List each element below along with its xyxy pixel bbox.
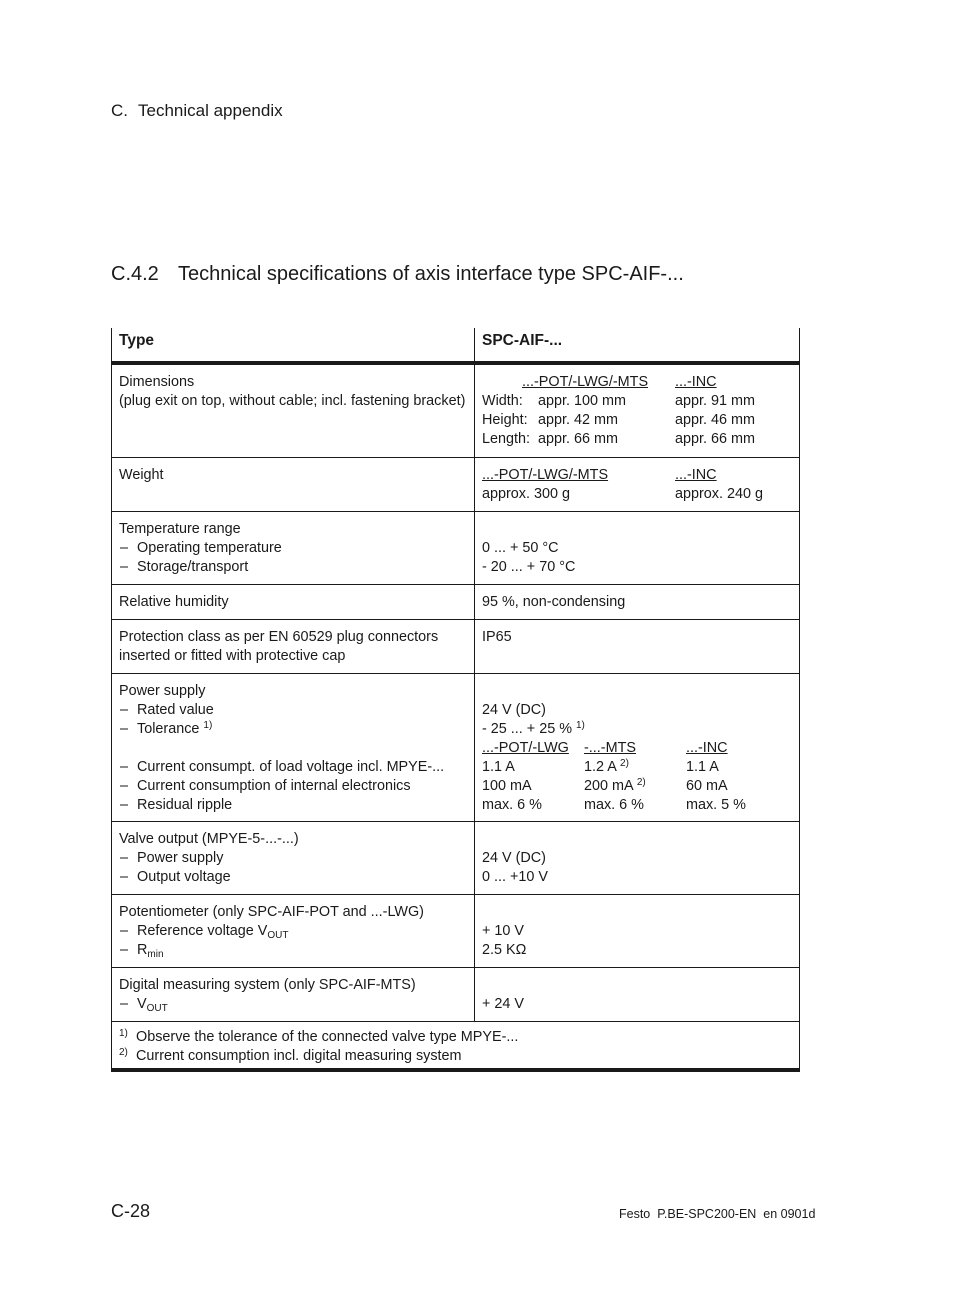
- power-label: Power supply: [119, 682, 206, 699]
- digital-label: Digital measuring system (only SPC-AIF-MTS): [119, 976, 416, 993]
- row-dimensions: [112, 363, 800, 457]
- rated-value: 24 V (DC): [482, 701, 546, 718]
- load-current-value: 1.2 A: [584, 758, 617, 775]
- dash: –: [120, 777, 129, 794]
- footnote: [119, 1028, 792, 1047]
- dash: –: [120, 849, 129, 866]
- weight-value-cell: [475, 457, 800, 511]
- temperature-value-cell: [475, 511, 800, 584]
- dimension-value: appr. 100 mm: [538, 393, 626, 409]
- valve-output-voltage-value: 0 ... +10 V: [482, 868, 549, 885]
- dash: –: [120, 758, 129, 775]
- list-item: [119, 701, 467, 720]
- dimensions-note: (plug exit on top, without cable; incl. fastening bracket): [119, 393, 466, 409]
- vout-label: V: [137, 995, 147, 1012]
- internal-current-value: 100 mA: [482, 777, 532, 794]
- header-model: SPC-AIF-...: [475, 328, 800, 363]
- dimensions-col1-header: ...-POT/-LWG/-MTS: [522, 374, 649, 390]
- footnote-mark: 2): [119, 1046, 128, 1058]
- valve-value-cell: [475, 821, 800, 894]
- chapter-number: C.: [111, 101, 128, 120]
- weight-col2-header: ...-INC: [675, 466, 717, 483]
- dimensions-col2-header: ...-INC: [675, 374, 717, 390]
- ripple-label: Residual ripple: [137, 796, 233, 813]
- row-weight: [112, 457, 800, 511]
- dimension-value: appr. 66 mm: [675, 431, 755, 447]
- dash: –: [120, 701, 129, 718]
- protection-label: Protection class as per EN 60529 plug connectors inserted or fitted with protective cap: [112, 619, 475, 673]
- tolerance-label: Tolerance: [137, 720, 200, 737]
- list-item: [119, 995, 467, 1014]
- footnote-ref: 2): [636, 776, 646, 788]
- row-valve-output: [112, 821, 800, 894]
- list-item: [119, 758, 467, 777]
- dash: –: [120, 922, 129, 939]
- list-item: [119, 720, 467, 739]
- footnote: [119, 1047, 792, 1066]
- rated-value-label: Rated value: [137, 701, 214, 718]
- dash: –: [120, 941, 129, 958]
- row-footnotes: [112, 1021, 800, 1070]
- dimension-value: appr. 91 mm: [675, 393, 755, 409]
- weight-col1-header: ...-POT/-LWG/-MTS: [482, 466, 609, 483]
- list-item: [119, 941, 467, 960]
- protection-value: IP65: [475, 619, 800, 673]
- spec-table: [111, 328, 800, 1072]
- section-number: C.4.2: [111, 263, 159, 285]
- internal-current-value: 60 mA: [686, 777, 728, 794]
- table-header-row: [112, 328, 800, 363]
- storage-temperature-label: Storage/transport: [137, 558, 249, 575]
- power-col3-header: ...-INC: [686, 739, 728, 756]
- humidity-label: Relative humidity: [112, 584, 475, 619]
- dash: –: [120, 796, 129, 813]
- row-protection: [112, 619, 800, 673]
- weight-label: Weight: [112, 457, 475, 511]
- dimensions-label-cell: [112, 363, 475, 457]
- dimensions-value-cell: [475, 363, 800, 457]
- header-type: Type: [112, 328, 475, 363]
- chapter-title: Technical appendix: [138, 101, 283, 120]
- dimension-name: Length:: [482, 431, 531, 447]
- temperature-label-cell: [112, 511, 475, 584]
- list-item: [119, 777, 467, 796]
- reference-voltage-label: Reference voltage V: [137, 922, 268, 939]
- footnote-text: Observe the tolerance of the connected valve type MPYE-...: [136, 1028, 519, 1045]
- ripple-value: max. 6 %: [584, 796, 644, 813]
- valve-label: Valve output (MPYE-5-...-...): [119, 830, 299, 847]
- power-col1-header: ...-POT/-LWG: [482, 739, 569, 756]
- potentiometer-value-cell: [475, 894, 800, 967]
- row-digital-measuring: [112, 967, 800, 1021]
- subscript: OUT: [267, 929, 289, 941]
- internal-current-value-cell: [584, 777, 686, 796]
- row-temperature: [112, 511, 800, 584]
- dimension-value: appr. 46 mm: [675, 412, 755, 428]
- dimension-name: Width:: [482, 393, 523, 409]
- section-title: Technical specifications of axis interface type SPC-AIF-...: [178, 263, 684, 285]
- potentiometer-label-cell: [112, 894, 475, 967]
- section-heading: [111, 263, 684, 286]
- load-current-value: 1.1 A: [686, 758, 719, 775]
- ripple-value: max. 5 %: [686, 796, 746, 813]
- internal-current-label: Current consumption of internal electronics: [137, 777, 411, 794]
- potentiometer-label: Potentiometer (only SPC-AIF-POT and ...-LWG): [119, 903, 424, 920]
- dash: –: [120, 995, 129, 1012]
- list-item: [482, 392, 675, 411]
- dash: –: [120, 720, 129, 737]
- digital-value-cell: [475, 967, 800, 1021]
- valve-label-cell: [112, 821, 475, 894]
- list-item: [119, 922, 467, 941]
- vout-value: + 24 V: [482, 995, 525, 1012]
- reference-voltage-value: + 10 V: [482, 922, 525, 939]
- list-item: [119, 849, 467, 868]
- load-current-value-cell: [584, 758, 686, 777]
- temperature-label: Temperature range: [119, 520, 241, 537]
- valve-power-value: 24 V (DC): [482, 849, 546, 866]
- operating-temperature-value: 0 ... + 50 °C: [482, 539, 559, 556]
- footnote-ref: 1): [576, 719, 585, 731]
- dash: –: [120, 558, 129, 575]
- dimension-name: Height:: [482, 412, 528, 428]
- valve-power-label: Power supply: [137, 849, 224, 866]
- row-potentiometer: [112, 894, 800, 967]
- list-item: [119, 539, 467, 558]
- dash: –: [120, 539, 129, 556]
- power-value-cell: [475, 673, 800, 821]
- list-item: [482, 411, 675, 430]
- tolerance-value: - 25 ... + 25 %: [482, 720, 572, 737]
- footnote-ref: 1): [203, 719, 213, 731]
- list-item: [119, 868, 467, 887]
- footnote-text: Current consumption incl. digital measuring system: [136, 1047, 462, 1064]
- dash: –: [120, 868, 129, 885]
- power-col2-header: -...-MTS: [584, 739, 636, 756]
- weight-value: approx. 300 g: [482, 485, 571, 502]
- resistance-value: 2.5 KΩ: [482, 941, 527, 958]
- weight-value: approx. 240 g: [675, 485, 764, 502]
- document-id: Festo P.BE-SPC200-EN en 0901d: [619, 1207, 816, 1221]
- subscript: OUT: [146, 1002, 168, 1014]
- ripple-value: max. 6 %: [482, 796, 542, 813]
- valve-output-voltage-label: Output voltage: [137, 868, 231, 885]
- subscript: min: [147, 948, 164, 960]
- row-humidity: [112, 584, 800, 619]
- load-current-value: 1.1 A: [482, 758, 515, 775]
- power-label-cell: [112, 673, 475, 821]
- list-item: [119, 558, 467, 577]
- humidity-value: 95 %, non-condensing: [475, 584, 800, 619]
- list-item: [119, 796, 467, 815]
- dimension-value: appr. 42 mm: [538, 412, 618, 428]
- digital-label-cell: [112, 967, 475, 1021]
- page-number: C-28: [111, 1201, 151, 1221]
- dimension-value: appr. 66 mm: [538, 431, 618, 447]
- chapter-header: [111, 101, 283, 121]
- internal-current-value: 200 mA: [584, 777, 633, 794]
- tolerance-value-line: [482, 720, 792, 739]
- operating-temperature-label: Operating temperature: [137, 539, 282, 556]
- row-power-supply: [112, 673, 800, 821]
- dimensions-label: Dimensions: [119, 374, 195, 390]
- footnotes-cell: [112, 1021, 800, 1070]
- footnote-mark: 1): [119, 1027, 128, 1039]
- storage-temperature-value: - 20 ... + 70 °C: [482, 558, 576, 575]
- list-item: [482, 430, 675, 449]
- footnote-ref: 2): [620, 757, 629, 769]
- resistance-label: R: [137, 941, 148, 958]
- load-current-label: Current consumpt. of load voltage incl. MPYE-...: [137, 758, 445, 775]
